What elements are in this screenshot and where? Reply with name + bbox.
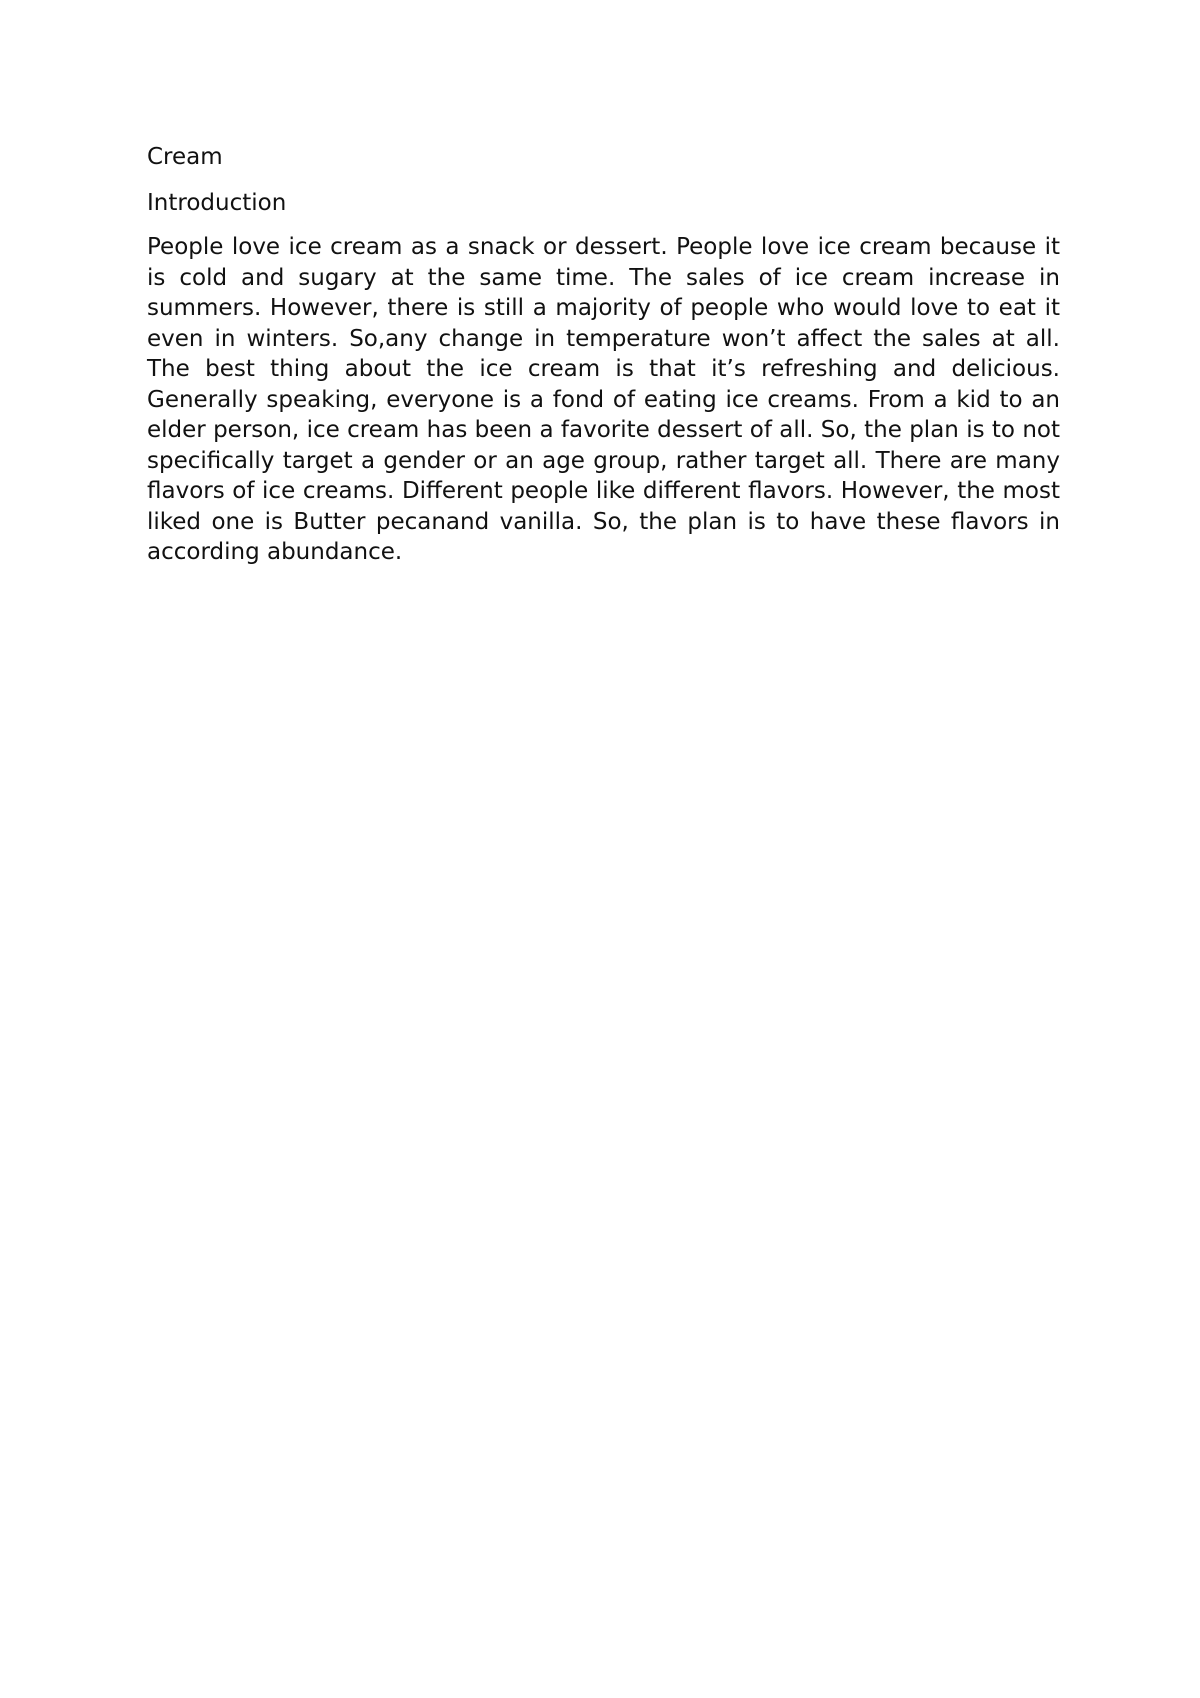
- section-heading-introduction: Introduction: [147, 190, 287, 216]
- introduction-paragraph: People love ice cream as a snack or dessert. People love ice cream because it is cold and sugary at the same time. The sales of ice cream increase in summers. However, there is still a majority of people who would love to eat it even in winters. So,any change in temperature won’t affect the sales at all. The best thing about the ice cream is that it’s refreshing and delicious. Generally speaking, everyone is a fond of eating ice creams. From a kid to an elder person, ice cream has been a favorite dessert of all. So, the plan is to not specifically target a gender or an age group, rather target all. There are many flavors of ice creams. Different people like different flavors. However, the most liked one is Butter pecanand vanilla. So, the plan is to have these flavors in according abundance.: [147, 234, 1060, 565]
- document-title: Cream: [147, 144, 223, 170]
- document-content: [147, 140, 1060, 568]
